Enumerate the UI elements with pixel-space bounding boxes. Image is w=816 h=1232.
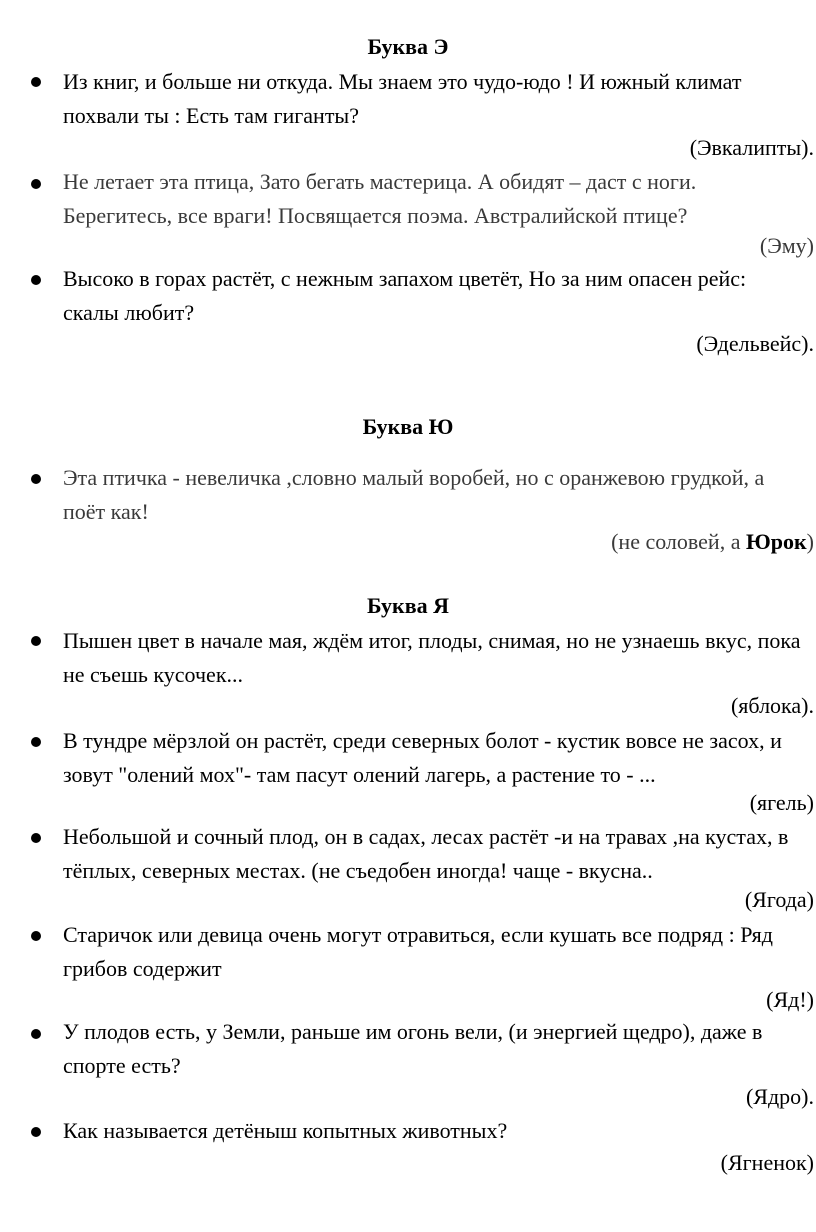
- riddle-answer: (Ядро).: [745, 1084, 814, 1109]
- riddle-text: Как называется детёныш копытных животных?: [63, 1118, 508, 1143]
- bullet-icon: [31, 737, 41, 747]
- riddle-text: Не летает эта птица, Зато бегать мастерица. А обидят – даст с ноги. Берегитесь, все враги! Посвящается поэма. Австралийской птице?: [63, 169, 697, 228]
- riddle-text: В тундре мёрзлой он растёт, среди северных болот - кустик вовсе не засох, и зовут "олений мох"- там пасут олений лагерь, а растение то - ...: [63, 728, 782, 787]
- riddle-answer: (Ягненок): [720, 1150, 814, 1175]
- riddle-answer: [611, 527, 814, 557]
- section-heading-ya: Буква Я: [367, 593, 449, 618]
- bullet-icon: [31, 474, 41, 484]
- riddle-text: Старичок или девица очень могут отравиться, если кушать все подряд : Ряд грибов содержит: [63, 922, 773, 981]
- section-heading-e: Буква Э: [367, 34, 449, 59]
- bullet-icon: [31, 931, 41, 941]
- answer-bold: Юрок: [745, 529, 807, 554]
- bullet-icon: [31, 1127, 41, 1137]
- bullet-icon: [31, 1029, 41, 1039]
- riddle-answer: (Эму): [759, 233, 814, 258]
- riddle-text: Из книг, и больше ни откуда. Мы знаем это чудо-юдо ! И южный климат похвали ты : Есть там гиганты?: [63, 69, 742, 128]
- bullet-icon: [31, 179, 41, 189]
- bullet-icon: [31, 77, 41, 87]
- bullet-icon: [31, 636, 41, 646]
- riddle-text: Небольшой и сочный плод, он в садах, лесах растёт -и на травах ,на кустах, в тёплых, северных местах. (не съедобен иногда! чаще - вкусна..: [63, 824, 789, 883]
- bullet-icon: [31, 833, 41, 843]
- section-heading-yu: Буква Ю: [362, 414, 454, 439]
- bullet-icon: [31, 275, 41, 285]
- answer-prefix: (не соловей, а: [611, 529, 746, 554]
- riddle-text: Эта птичка - невеличка ,словно малый воробей, но с оранжевою грудкой, а поёт как!: [63, 465, 765, 524]
- riddle-answer: (ягель): [749, 790, 814, 815]
- riddle-answer: (Ягода): [744, 887, 814, 912]
- answer-suffix: ): [806, 529, 814, 554]
- riddle-text: Высоко в горах растёт, с нежным запахом цветёт, Но за ним опасен рейс: скалы любит?: [63, 266, 747, 325]
- riddle-answer: (Эвкалипты).: [689, 135, 814, 160]
- riddle-answer: (Эдельвейс).: [696, 331, 814, 356]
- riddle-text: Пышен цвет в начале мая, ждём итог, плоды, снимая, но не узнаешь вкус, пока не съешь кусочек...: [63, 628, 801, 687]
- riddle-answer: (Яд!): [766, 987, 814, 1012]
- riddle-text: У плодов есть, у Земли, раньше им огонь вели, (и энергией щедро), даже в спорте есть?: [63, 1019, 763, 1078]
- riddle-answer: (яблока).: [730, 693, 814, 718]
